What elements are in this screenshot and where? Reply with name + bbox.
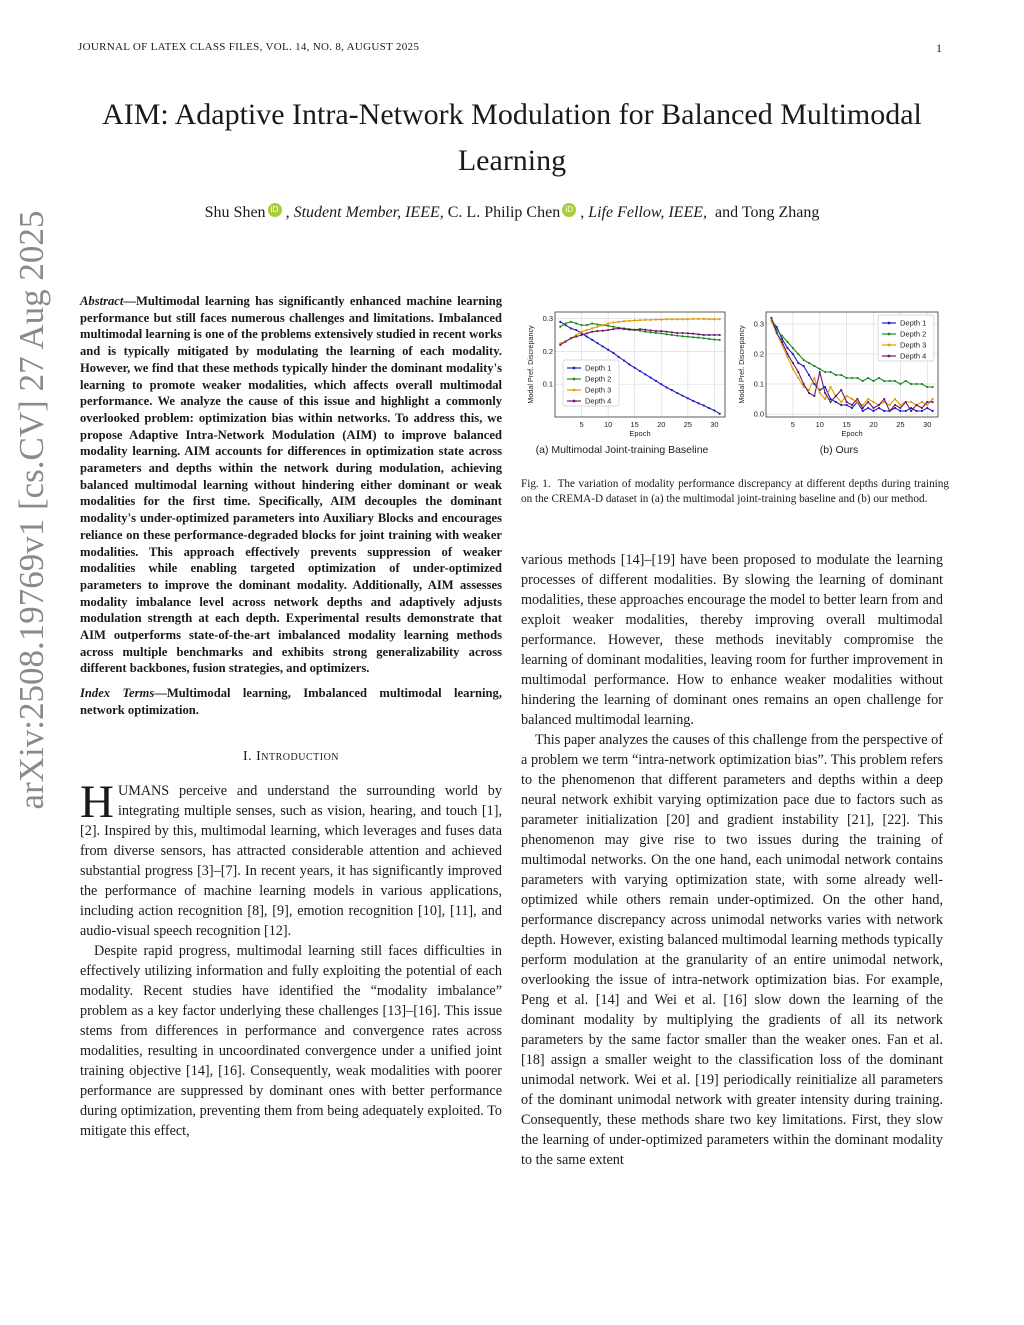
x-tick-label: 30 [923, 420, 932, 429]
data-point [676, 332, 678, 334]
panel-caption: (b) Ours [819, 444, 859, 456]
data-point [623, 320, 625, 322]
data-point [708, 338, 710, 340]
author-affiliation: Student Member, IEEE, [293, 204, 444, 221]
data-point [862, 410, 864, 412]
section-title: Introduction [256, 748, 340, 764]
data-point [824, 386, 826, 388]
data-point [713, 334, 715, 336]
data-point [644, 329, 646, 331]
data-point [867, 398, 869, 400]
data-point [639, 328, 641, 330]
intro-paragraph-1-text: UMANS perceive and understand the surrounding world by integrating multiple senses, such as vision, hearing, and touch [1], [2]. Inspired by this, multimodal learning, which leverages and fuses data from diverse sensors, has attracted considerable attention and achieved substantial progress [3]–[7]. In recent years, it has significantly improved the performance of machine learning models in various applications, including action recognition [8], [9], emotion recognition [10], [11], and audio-visual speech recognition [12]. [80, 782, 502, 939]
data-point [697, 318, 699, 320]
y-tick-label: 0.3 [753, 319, 764, 329]
data-point [872, 401, 874, 403]
y-tick-label: 0.3 [542, 314, 553, 324]
data-point [899, 407, 901, 409]
author-name: C. L. Philip Chen [447, 204, 561, 221]
right-column [521, 550, 943, 1170]
chart-a [526, 312, 725, 456]
legend-label: Depth 4 [585, 396, 612, 406]
data-point [713, 338, 715, 340]
x-axis-label: Epoch [841, 429, 863, 438]
orcid-icon[interactable]: iD [562, 203, 576, 217]
data-point [655, 380, 657, 382]
data-point [883, 410, 885, 412]
data-point [835, 374, 837, 376]
data-point [846, 395, 848, 397]
data-point [926, 407, 928, 409]
x-axis-label: Epoch [629, 429, 651, 438]
data-point [878, 407, 880, 409]
x-tick-label: 25 [896, 420, 905, 429]
data-point [719, 318, 721, 320]
author-name: and Tong Zhang [715, 204, 820, 221]
data-point [708, 334, 710, 336]
data-point [676, 318, 678, 320]
data-point [559, 321, 561, 323]
data-point [910, 383, 912, 385]
data-point [819, 392, 821, 394]
x-tick-label: 20 [657, 420, 666, 429]
data-point [899, 383, 901, 385]
data-point [813, 365, 815, 367]
x-tick-label: 15 [842, 420, 851, 429]
data-point [660, 332, 662, 334]
data-point [639, 370, 641, 372]
data-point [883, 398, 885, 400]
data-point [671, 334, 673, 336]
figure-1 [521, 306, 949, 507]
running-header: JOURNAL OF LATEX CLASS FILES, VOL. 14, NO. 8, AUGUST 2025 [78, 41, 420, 53]
data-point [565, 322, 567, 324]
y-tick-label: 0.2 [542, 346, 553, 356]
data-point [797, 371, 799, 373]
data-point [687, 397, 689, 399]
abstract-label: Abstract [80, 294, 124, 308]
data-point [915, 404, 917, 406]
legend-marker [888, 322, 891, 325]
data-point [872, 410, 874, 412]
data-point [708, 407, 710, 409]
data-point [719, 413, 721, 415]
data-point [819, 368, 821, 370]
data-point [851, 398, 853, 400]
data-point [655, 332, 657, 334]
data-point [671, 389, 673, 391]
figure-caption [521, 477, 949, 507]
panel-caption: (a) Multimodal Joint-training Baseline [535, 444, 709, 456]
data-point [862, 407, 864, 409]
section-numeral: I. [242, 748, 253, 764]
data-point [926, 404, 928, 406]
data-point [851, 407, 853, 409]
legend-label: Depth 4 [900, 351, 927, 361]
data-point [856, 398, 858, 400]
data-point [634, 367, 636, 369]
data-point [797, 377, 799, 379]
data-point [835, 395, 837, 397]
data-point [819, 371, 821, 373]
data-point [692, 333, 694, 335]
data-point [681, 318, 683, 320]
data-point [612, 352, 614, 354]
data-point [894, 404, 896, 406]
data-point [665, 331, 667, 333]
abstract [80, 293, 502, 677]
data-point [932, 386, 934, 388]
data-point [899, 410, 901, 412]
y-tick-label: 0.2 [753, 349, 764, 359]
data-point [792, 368, 794, 370]
data-point [889, 404, 891, 406]
data-point [644, 331, 646, 333]
data-point [591, 331, 593, 333]
data-point [803, 359, 805, 361]
arxiv-identifier-stamp: arXiv:2508.19769v1 [cs.CV] 27 Aug 2025 [12, 210, 51, 810]
data-point [676, 392, 678, 394]
data-point [676, 335, 678, 337]
data-point [570, 321, 572, 323]
abstract-text: —Multimodal learning has significantly enhanced machine learning performance but still faces numerous challenges and limitations. Imbalanced multimodal learning is one of the problems extensively studied in recent works and is typically mitigated by modulating the learning of each modality. However, we find that these methods typically hinder the dominant modality's learning to promote weaker modalities, which affects overall multimodal performance. We analyze the cause of this issue and highlight a commonly overlooked problem: optimization bias within networks. To address this, we propose Adaptive Intra-Network Modulation (AIM) to improve balanced modality learning. AIM accounts for differences in optimization state across parameters and depths within the network during modulation, achieving balanced multimodal learning without hindering either dominant or weak modalities for the first time. Specifically, AIM decouples the dominant modality's under-optimized parameters into Auxiliary Blocks and encourages reliance on these performance-degraded blocks for joint training with weaker modalities. This approach effectively prevents suppression of weaker modalities while enabling targeted optimization of under-optimized parameters to improve the dominant modality. Additionally, AIM assesses modality imbalance level across network depths and adaptively adjusts modulation strength at each depth. Experimental results demonstrate that AIM outperforms state-of-the-art imbalanced modality learning methods across multiple benchmarks and exhibits strong generalizability across different backbones, fusion strategies, and optimizers. [80, 294, 502, 676]
data-point [808, 392, 810, 394]
data-point [926, 386, 928, 388]
data-point [655, 318, 657, 320]
data-point [596, 330, 598, 332]
figure-caption-label: Fig. 1. [521, 478, 551, 490]
data-point [612, 326, 614, 328]
legend-marker [888, 344, 891, 347]
data-point [851, 377, 853, 379]
index-terms-label: Index Terms [80, 686, 155, 701]
data-point [889, 410, 891, 412]
data-point [719, 334, 721, 336]
data-point [650, 329, 652, 331]
y-axis-label: Modal Pref. Discrepancy [737, 325, 746, 404]
legend-marker [573, 400, 576, 403]
intro-paragraph-3: various methods [14]–[19] have been proposed to modulate the learning processes of different modalities. By slowing the learning of dominant modalities, these approaches encourage the model to better learn from and exploit weaker modalities, thereby improving overall multimodal performance. However, these methods inevitably compromise the learning of dominant modalities, leaving room for further improvement in multimodal performance. How to enhance weaker modalities without hindering the learning of dominant ones remains an open challenge for balanced multimodal learning. [521, 552, 943, 728]
data-point [644, 319, 646, 321]
data-point [628, 329, 630, 331]
data-point [697, 336, 699, 338]
data-point [575, 336, 577, 338]
data-point [708, 318, 710, 320]
data-point [926, 401, 928, 403]
data-point [792, 353, 794, 355]
data-point [697, 402, 699, 404]
x-tick-label: 25 [683, 420, 692, 429]
chart-b [737, 312, 938, 456]
data-point [596, 326, 598, 328]
intro-paragraph-4: This paper analyzes the causes of this challenge from the perspective of a problem we term “intra-network optimization bias”. This problem refers to the phenomenon that different parameters and depths within a deep neural network exhibit varying optimization pace due to factors such as parameter initialization [20] and gradient instability [21], [22]. This phenomenon may give rise to two issues during the training of multimodal networks. On the one hand, each unimodal network contains parameters with varying optimization state, with some already well-optimized while others remain under-optimized. On the other hand, performance discrepancy across unimodal networks varies with network depth. However, existing balanced multimodal learning methods typically perform modulation at the granularity of an entire unimodal network, overlooking the issue of intra-network optimization bias. For example, Peng et al. [14] and Wei et al. [16] slow down the learning of the dominant modality by multiplying the gradients of all its network parameters by the same factor smaller than the weaker ones. Fan et al. [18] assign a smaller weight to the classification loss of the dominant unimodal network. Wei et al. [19] periodically reinitialize all parameters of the dominant unimodal network with greater intensity during training. Consequently, these methods share two key limitations. First, they slow the learning of under-optimized parameters within the dominant modality to the same extent [521, 732, 943, 1168]
x-tick-label: 15 [630, 420, 639, 429]
data-point [692, 400, 694, 402]
data-point [671, 318, 673, 320]
data-point [639, 319, 641, 321]
data-point [591, 322, 593, 324]
data-point [910, 401, 912, 403]
data-point [602, 345, 604, 347]
data-point [803, 365, 805, 367]
data-point [565, 340, 567, 342]
legend-label: Depth 1 [900, 318, 927, 328]
data-point [846, 401, 848, 403]
data-point [808, 362, 810, 364]
section-heading [80, 747, 502, 767]
data-point [905, 410, 907, 412]
data-point [792, 362, 794, 364]
data-point [607, 325, 609, 327]
data-point [889, 380, 891, 382]
data-point [786, 341, 788, 343]
y-tick-label: 0.1 [542, 379, 553, 389]
data-point [915, 410, 917, 412]
legend-label: Depth 1 [585, 363, 612, 373]
paper-title: AIM: Adaptive Intra-Network Modulation for Balanced Multimodal Learning [102, 98, 922, 177]
intro-paragraph-1 [80, 775, 502, 941]
legend-marker [888, 355, 891, 358]
data-point [650, 377, 652, 379]
data-point [623, 328, 625, 330]
data-point [797, 353, 799, 355]
drop-cap: H [80, 775, 114, 828]
data-point [894, 407, 896, 409]
data-point [703, 404, 705, 406]
legend-label: Depth 2 [900, 329, 927, 339]
index-terms-text: —Multimodal learning, Imbalanced multimodal learning, network optimization. [80, 686, 502, 717]
data-point [612, 321, 614, 323]
data-point [905, 380, 907, 382]
data-point [628, 363, 630, 365]
data-point [660, 383, 662, 385]
data-point [687, 336, 689, 338]
legend-marker [573, 378, 576, 381]
data-point [797, 362, 799, 364]
x-tick-label: 10 [815, 420, 824, 429]
data-point [921, 410, 923, 412]
data-point [602, 330, 604, 332]
data-point [580, 334, 582, 336]
data-point [607, 329, 609, 331]
y-tick-label: 0.0 [753, 409, 764, 419]
data-point [602, 324, 604, 326]
data-point [607, 322, 609, 324]
data-point [878, 404, 880, 406]
data-point [713, 409, 715, 411]
data-point [932, 398, 934, 400]
data-point [862, 380, 864, 382]
data-point [634, 329, 636, 331]
legend-marker [888, 333, 891, 336]
data-point [618, 321, 620, 323]
author-affiliation: Life Fellow, IEEE, [588, 204, 707, 221]
x-tick-label: 20 [869, 420, 878, 429]
data-point [607, 349, 609, 351]
data-point [921, 383, 923, 385]
data-point [591, 339, 593, 341]
orcid-icon[interactable]: iD [268, 203, 282, 217]
data-point [612, 328, 614, 330]
data-point [703, 334, 705, 336]
data-point [703, 318, 705, 320]
data-point [829, 401, 831, 403]
data-point [618, 327, 620, 329]
data-point [894, 398, 896, 400]
y-axis-label: Modal Pref. Discrepancy [526, 325, 535, 404]
data-point [867, 377, 869, 379]
data-point [824, 398, 826, 400]
data-point [687, 332, 689, 334]
data-point [803, 383, 805, 385]
data-point [921, 407, 923, 409]
data-point [580, 324, 582, 326]
data-point [681, 335, 683, 337]
data-point [596, 342, 598, 344]
legend-label: Depth 2 [585, 374, 612, 384]
data-point [840, 404, 842, 406]
x-tick-label: 5 [579, 420, 584, 429]
data-point [665, 318, 667, 320]
data-point [840, 389, 842, 391]
data-point [813, 383, 815, 385]
data-point [628, 320, 630, 322]
data-point [915, 383, 917, 385]
data-point [591, 327, 593, 329]
data-point [813, 377, 815, 379]
data-point [655, 330, 657, 332]
data-point [770, 317, 772, 319]
data-point [570, 327, 572, 329]
data-point [899, 404, 901, 406]
intro-paragraph-2: Despite rapid progress, multimodal learning still faces difficulties in effectively utilizing information and fully exploiting the potential of each modality. Recent studies have identified the “modality imbalance” problem as a key factor underlying these challenges [13]–[16]. This issue stems from differences in performance and convergence rates across modalities, resulting in uncoordinated convergence under a unified joint training objective [14], [16]. Consequently, weak modalities with poorer performance are suppressed by dominant ones with better performance during optimization, preventing them from being adequately exploited. To mitigate this effect, [80, 942, 502, 1139]
data-point [786, 347, 788, 349]
data-point [932, 401, 934, 403]
y-tick-label: 0.1 [753, 379, 764, 389]
data-point [660, 318, 662, 320]
data-point [703, 337, 705, 339]
data-point [697, 333, 699, 335]
data-point [835, 401, 837, 403]
data-point [660, 330, 662, 332]
data-point [932, 410, 934, 412]
data-point [692, 318, 694, 320]
data-point [829, 386, 831, 388]
data-point [851, 404, 853, 406]
data-point [575, 322, 577, 324]
data-point [808, 374, 810, 376]
legend-label: Depth 3 [585, 385, 612, 395]
legend-marker [573, 389, 576, 392]
left-column [80, 293, 502, 1141]
index-terms [80, 685, 502, 718]
data-point [644, 373, 646, 375]
data-point [681, 395, 683, 397]
data-point [824, 392, 826, 394]
data-point [867, 407, 869, 409]
data-point [846, 377, 848, 379]
data-point [905, 401, 907, 403]
data-point [792, 347, 794, 349]
author-name: Shu Shen [204, 204, 266, 221]
author-list: Shu Shen iD , Student Member, IEEE, C. L. Philip Chen iD , Life Fellow, IEEE, and Tong Zhang [204, 204, 820, 221]
data-point [586, 332, 588, 334]
data-point [586, 324, 588, 326]
figure-caption-text: The variation of modality performance discrepancy at different depths during training on the CREMA-D dataset in (a) the multimodal joint-training baseline and (b) our method. [521, 478, 949, 505]
data-point [559, 344, 561, 346]
data-point [883, 380, 885, 382]
x-tick-label: 30 [710, 420, 719, 429]
data-point [719, 339, 721, 341]
data-point [872, 407, 874, 409]
data-point [910, 410, 912, 412]
data-point [776, 332, 778, 334]
data-point [867, 401, 869, 403]
data-point [623, 359, 625, 361]
data-point [786, 353, 788, 355]
figure-1-charts [521, 306, 949, 462]
legend-label: Depth 3 [900, 340, 927, 350]
data-point [813, 395, 815, 397]
data-point [713, 318, 715, 320]
data-point [687, 318, 689, 320]
data-point [840, 374, 842, 376]
data-point [878, 377, 880, 379]
data-point [781, 335, 783, 337]
data-point [586, 329, 588, 331]
data-point [650, 319, 652, 321]
data-point [650, 331, 652, 333]
page-number: 1 [936, 41, 942, 55]
data-point [921, 401, 923, 403]
data-point [846, 404, 848, 406]
data-point [781, 341, 783, 343]
legend-marker [573, 367, 576, 370]
data-point [618, 356, 620, 358]
x-tick-label: 5 [790, 420, 795, 429]
x-tick-label: 10 [603, 420, 613, 429]
data-point [894, 380, 896, 382]
data-point [840, 401, 842, 403]
data-point [681, 332, 683, 334]
data-point [692, 336, 694, 338]
data-point [829, 371, 831, 373]
data-point [665, 333, 667, 335]
data-point [580, 331, 582, 333]
data-point [671, 331, 673, 333]
data-point [665, 386, 667, 388]
data-point [586, 336, 588, 338]
data-point [824, 371, 826, 373]
data-point [856, 377, 858, 379]
data-point [596, 323, 598, 325]
data-point [559, 326, 561, 328]
data-point [634, 319, 636, 321]
data-point [570, 337, 572, 339]
data-point [872, 380, 874, 382]
data-point [575, 329, 577, 331]
